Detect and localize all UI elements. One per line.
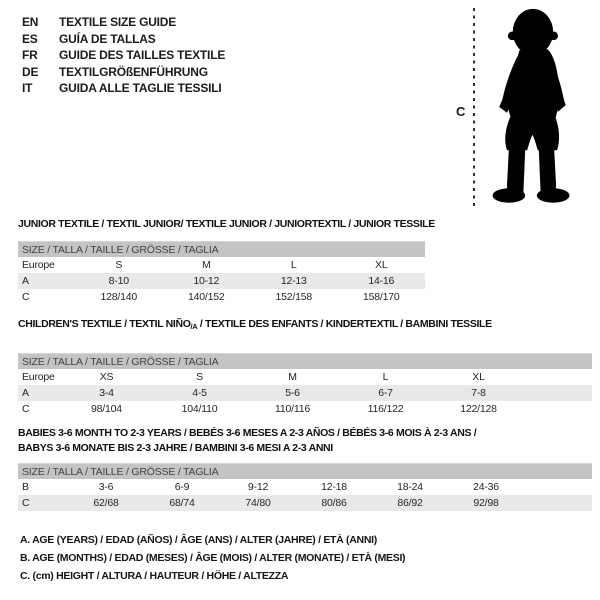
row-label-cell: B <box>22 481 29 493</box>
language-row <box>22 31 225 48</box>
value-cell: 68/74 <box>169 497 195 509</box>
table-title: JUNIOR TEXTILE / TEXTIL JUNIOR/ TEXTILE JUNIOR / JUNIORTEXTIL / JUNIOR TESSILE <box>18 218 435 230</box>
value-cell: 7-8 <box>471 387 486 399</box>
title-text: CHILDREN'S TEXTILE / TEXTIL NIÑO <box>18 318 191 330</box>
value-cell: 158/170 <box>362 291 400 303</box>
table-title <box>18 318 592 333</box>
table-title <box>18 426 592 456</box>
language-row <box>22 64 225 81</box>
row-right-spacer <box>525 369 592 385</box>
row-right-spacer <box>524 495 592 511</box>
value-cell: 10-12 <box>193 275 220 287</box>
value-cell: XS <box>99 371 114 383</box>
value-cell: 5-6 <box>285 387 300 399</box>
value-cell: L <box>382 371 389 383</box>
table-row <box>18 289 425 305</box>
title-text: / TEXTILE DES ENFANTS / KINDERTEXTIL / BAMBINI TESSILE <box>197 318 492 330</box>
size-header-bar: SIZE / TALLA / TAILLE / GRÖSSE / TAGLIA <box>18 241 425 257</box>
value-cell: 24-36 <box>473 481 499 493</box>
value-cell: M <box>201 259 211 271</box>
legend-line-b: B. AGE (MONTHS) / EDAD (MESES) / ÂGE (MOIS) / ALTER (MONATE) / ETÀ (MESI) <box>20 552 406 564</box>
row-label-cell: A <box>22 387 29 399</box>
value-cell: XL <box>375 259 388 271</box>
value-cell: M <box>288 371 297 383</box>
table-row <box>18 479 592 495</box>
table-row <box>18 385 592 401</box>
value-cell: 122/128 <box>460 403 497 415</box>
language-code: DE <box>22 64 39 79</box>
language-label: GUÍA DE TALLAS <box>59 31 156 46</box>
row-right-spacer <box>525 385 592 401</box>
legend-line-c: C. (cm) HEIGHT / ALTURA / HAUTEUR / HÖHE / ALTEZZA <box>20 570 289 582</box>
title-subscript: /A <box>190 322 198 331</box>
language-row <box>22 80 225 97</box>
value-cell: 8-10 <box>108 275 129 287</box>
row-label-cell: C <box>22 403 30 415</box>
language-code: ES <box>22 31 38 46</box>
value-cell: 152/158 <box>275 291 313 303</box>
value-cell: S <box>196 371 203 383</box>
value-cell: 12-13 <box>280 275 307 287</box>
value-cell: 74/80 <box>245 497 271 509</box>
value-cell: 86/92 <box>397 497 423 509</box>
value-cell: 6-9 <box>174 481 190 493</box>
value-cell: 116/122 <box>367 403 404 415</box>
baby-silhouette-icon <box>479 6 585 208</box>
table-row <box>18 495 592 511</box>
language-label: TEXTILGRÖßENFÜHRUNG <box>59 64 208 79</box>
value-cell: L <box>290 259 297 271</box>
value-cell: 6-7 <box>378 387 393 399</box>
row-label-cell: Europe <box>22 259 55 271</box>
language-code: IT <box>22 81 33 95</box>
row-label-cell: C <box>22 291 30 303</box>
height-measure-label: C <box>456 104 466 119</box>
size-header-bar: SIZE / TALLA / TAILLE / GRÖSSE / TAGLIA <box>18 463 592 479</box>
babies-table <box>18 426 592 511</box>
legend-line-a: A. AGE (YEARS) / EDAD (AÑOS) / ÂGE (ANS) / ALTER (JAHRE) / ETÀ (ANNI) <box>20 534 377 546</box>
language-label: GUIDA ALLE TAGLIE TESSILI <box>59 81 222 95</box>
value-cell: 4-5 <box>192 387 207 399</box>
language-code: FR <box>22 48 38 62</box>
junior-table <box>18 218 435 305</box>
value-cell: 3-6 <box>98 481 114 493</box>
language-list <box>22 14 225 97</box>
value-cell: XL <box>472 371 485 383</box>
row-label-cell: C <box>22 497 30 509</box>
language-label: TEXTILE SIZE GUIDE <box>59 15 177 29</box>
value-cell: 92/98 <box>473 497 499 509</box>
value-cell: S <box>115 259 123 271</box>
value-cell: 12-18 <box>321 481 347 493</box>
table-row <box>18 401 592 417</box>
language-label: GUIDE DES TAILLES TEXTILE <box>59 48 226 62</box>
row-right-spacer <box>525 401 592 417</box>
language-row <box>22 14 225 31</box>
value-cell: 14-16 <box>368 275 395 287</box>
title-line: BABIES 3-6 MONTH TO 2-3 YEARS / BEBÉS 3-6 MESES A 2-3 AÑOS / BÉBÉS 3-6 MOIS À 2-3 ANS / <box>18 427 477 439</box>
row-label-cell: Europe <box>22 371 55 383</box>
value-cell: 98/104 <box>91 403 122 415</box>
size-header-bar: SIZE / TALLA / TAILLE / GRÖSSE / TAGLIA <box>18 353 592 369</box>
title-line: BABYS 3-6 MONATE BIS 2-3 JAHRE / BAMBINI 3-6 MESI A 2-3 ANNI <box>18 442 333 454</box>
row-right-spacer <box>524 479 592 495</box>
value-cell: 140/152 <box>187 291 225 303</box>
table-row <box>18 369 592 385</box>
value-cell: 80/86 <box>321 497 347 509</box>
value-cell: 128/140 <box>100 291 138 303</box>
value-cell: 18-24 <box>397 481 423 493</box>
row-label-cell: A <box>22 275 29 287</box>
value-cell: 104/110 <box>181 403 218 415</box>
language-code: EN <box>22 15 39 29</box>
value-cell: 9-12 <box>247 481 269 493</box>
measure-legend <box>20 531 405 585</box>
height-dotted-line <box>473 8 475 209</box>
value-cell: 110/116 <box>275 403 310 415</box>
value-cell: 62/68 <box>93 497 119 509</box>
table-row <box>18 257 425 273</box>
language-row <box>22 47 225 64</box>
table-row <box>18 273 425 289</box>
children-table <box>18 318 592 417</box>
value-cell: 3-4 <box>99 387 114 399</box>
